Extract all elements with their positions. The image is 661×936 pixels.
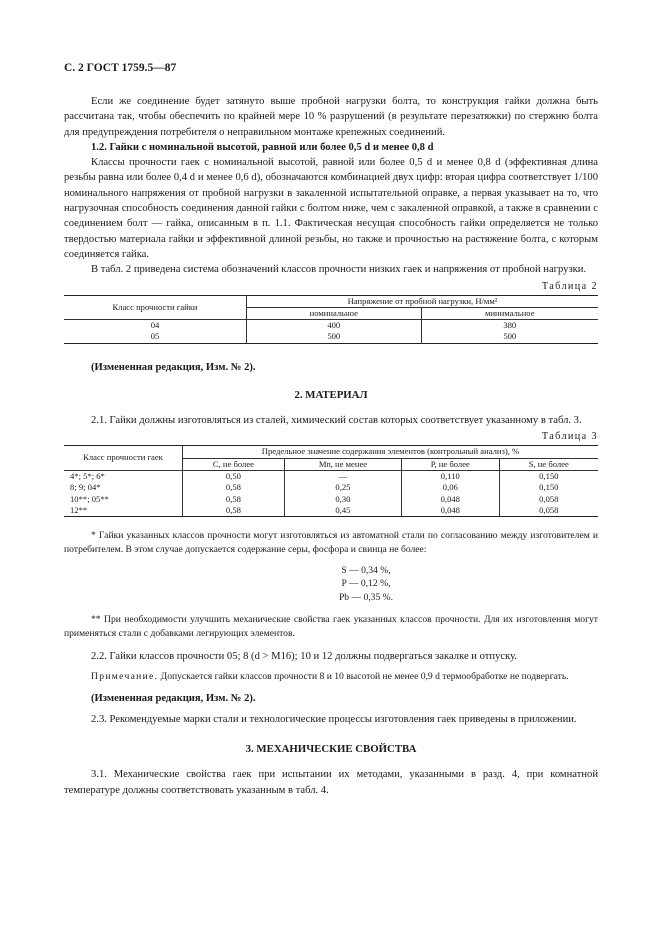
table-cell: 10**; 05**	[70, 493, 109, 504]
table-cell: 0,58	[183, 494, 285, 505]
table-2-header-class: Класс прочности гайки	[64, 295, 247, 320]
table-row	[64, 470, 598, 482]
table-cell: 500	[503, 331, 517, 342]
table-row	[64, 494, 598, 505]
table-cell: 0,048	[402, 505, 500, 517]
table-cell: 12**	[70, 504, 88, 515]
table-cell: 0,058	[499, 505, 598, 517]
note-paragraph	[64, 670, 598, 684]
amendment-note-2: (Измененная редакция, Изм. № 2).	[91, 692, 256, 704]
table-cell: 4*; 5*; 6*	[70, 470, 105, 481]
table-3-header-s: S, не более	[499, 458, 598, 470]
section-2-1-paragraph: 2.1. Гайки должны изготовляться из сталей, химический состав которых соответствует указанному в табл. 3.	[91, 415, 582, 427]
table-cell: 0,06	[402, 482, 500, 493]
table-3-header-class: Класс прочности гаек	[64, 446, 183, 471]
table-cell: 0,150	[499, 470, 598, 482]
table-cell: 0,50	[183, 470, 285, 482]
document-page	[64, 62, 598, 798]
table-cell: 8; 9; 04*	[70, 482, 101, 493]
table-3-header-limit: Предельное значение содержания элементов (контрольный анализ), %	[183, 446, 599, 458]
section-3-heading: 3. МЕХАНИЧЕСКИЕ СВОЙСТВА	[245, 743, 417, 756]
table-cell: 05	[64, 331, 247, 343]
table-2-caption: Таблица 2	[541, 280, 598, 292]
table-cell: 0,25	[284, 482, 401, 493]
page-header: С. 2 ГОСТ 1759.5—87	[64, 62, 177, 74]
table-cell: 0,048	[402, 494, 500, 505]
phosphorus-limit: P — 0,12 %,	[341, 578, 391, 590]
table-row	[64, 505, 598, 517]
section-1-2-title: 1.2. Гайки с номинальной высотой, равной или более 0,5 d и менее 0,8 d	[91, 141, 434, 153]
section-2-3-paragraph: 2.3. Рекомендуемые марки стали и технологические процессы изготовления гаек приведены в приложении.	[91, 713, 577, 725]
note-text: Допускается гайки классов прочности 8 и 10 высотой не менее 0,9 d термообработке не подвергать.	[158, 671, 569, 683]
table-3	[64, 445, 598, 517]
section-3-1-paragraph: 3.1. Механические свойства гаек при испытании их методами, указанными в разд. 4, при комнатной температуре должны соответствовать указанным в табл. 4.	[64, 769, 598, 796]
section-1-2-paragraph-1: Классы прочности гаек с номинальной высотой, равной или более 0,5 d и менее 0,8 d (эффективная длина резьбы равна или более 0,4 d и менее 0,6 d), обозначаются комбинацией двух цифр: вторая цифра соответствует 1/100 номинального напряжения от пробной нагрузки в закаленной испытательной оправке, а первая указывает на то, что нагрузочная способность соединения данной гайки с болтом ниже, чем с закаленной оправкой, а также в сравнении с соединением болт — гайка, описанным в п. 1.1. Фактическая несущая способность гайки определяется не только твердостью материала гайки и эффективной длиной резьбы, но также и прочностью на растяжение болта, с которым соединяется гайка.	[64, 157, 598, 260]
section-2-heading: 2. МАТЕРИАЛ	[294, 389, 368, 402]
note-label: Примечание.	[91, 671, 159, 683]
table-cell: 04	[64, 320, 247, 332]
section-1-2-paragraph-2: В табл. 2 приведена система обозначений классов прочности низких гаек и напряжения от пробной нагрузки.	[91, 264, 587, 276]
footnote-1: * Гайки указанных классов прочности могут изготовляться из автоматной стали по согласованию между изготовителем и потребителем. В этом случае допускается содержание серы, фосфора и свинца не более:	[64, 530, 598, 556]
table-cell: 400	[247, 320, 422, 332]
section-2-2-paragraph: 2.2. Гайки классов прочности 05; 8 (d > М16); 10 и 12 должны подвергаться закалке и отпуску.	[91, 651, 517, 663]
footnote-2: ** При необходимости улучшить механические свойства гаек указанных классов прочности. Для их изготовления могут применяться стали с добавками легирующих элементов.	[64, 613, 598, 639]
table-cell: 0,58	[183, 505, 285, 517]
table-2-header-minimal: минимальное	[421, 307, 598, 319]
table-cell: 0,150	[499, 482, 598, 493]
table-row	[64, 331, 598, 343]
chemical-limits	[64, 564, 598, 605]
table-cell: 0,110	[402, 470, 500, 482]
table-cell: 500	[247, 331, 422, 343]
table-cell: —	[284, 470, 401, 482]
table-cell: 0,30	[284, 494, 401, 505]
table-row	[64, 482, 598, 493]
table-row	[64, 320, 598, 332]
table-3-header-c: С, не более	[183, 458, 285, 470]
table-3-caption: Таблица 3	[541, 431, 598, 443]
sulfur-limit: S — 0,34 %,	[341, 564, 391, 576]
lead-limit: Pb — 0,35 %.	[338, 591, 394, 603]
table-cell: 380	[503, 320, 517, 331]
table-2-header-nominal: номинальное	[247, 307, 422, 319]
table-3-header-mn: Mn, не менее	[284, 458, 401, 470]
table-2-header-stress: Напряжение от пробной нагрузки, Н/мм²	[247, 295, 599, 307]
amendment-note-1: (Измененная редакция, Изм. № 2).	[91, 361, 256, 373]
table-3-header-p: Р, не более	[402, 458, 500, 470]
table-cell: 0,058	[499, 494, 598, 505]
table-2	[64, 295, 598, 344]
table-cell: 0,58	[183, 482, 285, 493]
intro-paragraph: Если же соединение будет затянуто выше пробной нагрузки болта, то конструкция гайки должна быть рассчитана так, чтобы обеспечить по крайней мере 10 % разрушений (в результате перезатяжки) по стержню болта для предупреждения потребителя о неправильном монтаже крепежных соединений.	[64, 96, 598, 138]
table-cell: 0,45	[284, 505, 401, 517]
